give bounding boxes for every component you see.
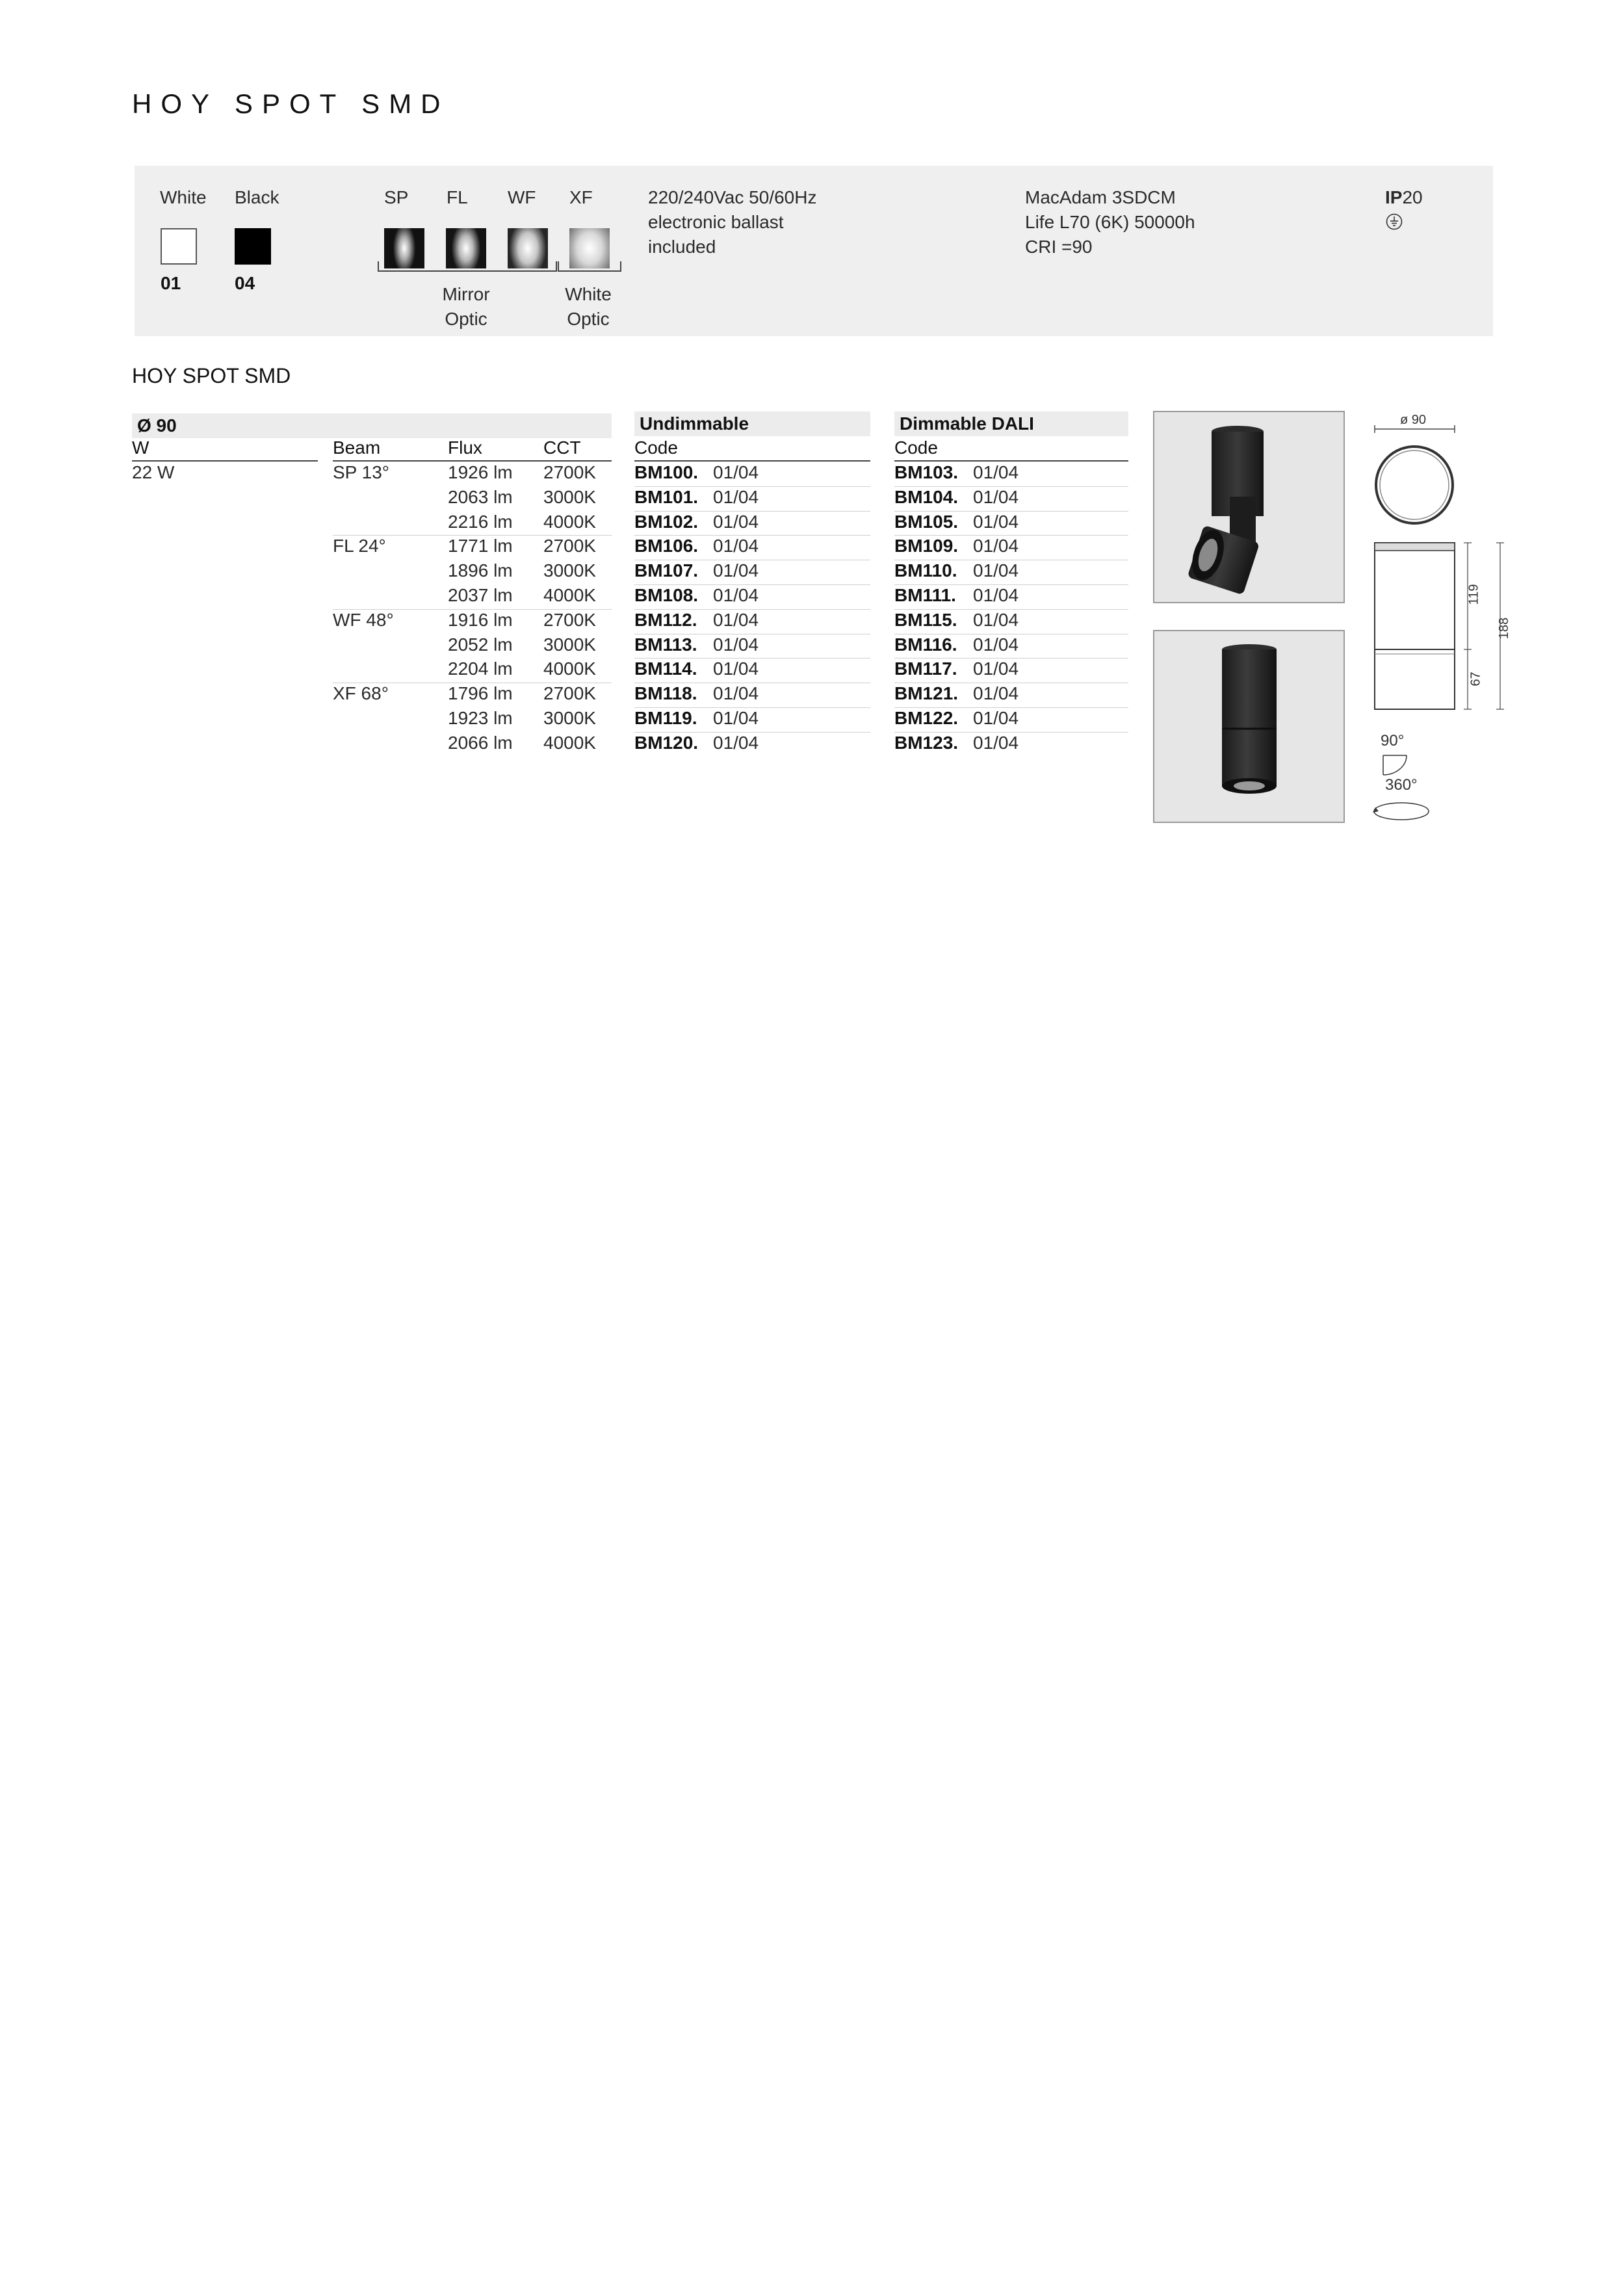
white-optic-label: White Optic [565,284,612,329]
dim-67-label: 67 [1468,672,1483,686]
dali-code-cell: BM105. [894,511,959,532]
dali-code-cell: BM111. [894,585,956,605]
spec-watt: 22 W [132,462,175,482]
dali-header [894,411,1128,436]
undimmable-suffix-cell: 01/04 [713,462,759,482]
spec-flux-cell: 1926 lm [448,462,513,482]
spec-header-rule [132,460,318,462]
dali-code-cell: BM104. [894,486,959,507]
undimmable-suffix-cell: 01/04 [713,585,759,605]
dali-header-rule [894,460,1128,462]
white-optic-bracket [558,261,621,272]
spec-header-flux: Flux [448,437,482,458]
spec-flux-cell: 1896 lm [448,560,513,581]
undimmable-code-cell: BM113. [634,634,697,655]
optic-label-wf: WF [508,187,536,207]
spec-header-beam: Beam [333,437,381,458]
dali-suffix-cell: 01/04 [973,708,1019,728]
undimmable-code-cell: BM119. [634,708,697,728]
dali-suffix-cell: 01/04 [973,585,1019,605]
dali-code-cell: BM116. [894,634,957,655]
spec-flux-cell: 2204 lm [448,659,513,679]
optic-label-sp: SP [384,187,409,207]
spec-cct-cell: 3000K [543,560,596,581]
spec-cct-cell: 3000K [543,634,596,655]
dali-code-cell: BM121. [894,683,959,704]
undimmable-header [634,411,870,436]
undimmable-code-cell: BM101. [634,486,699,507]
undimmable-suffix-cell: 01/04 [713,659,759,679]
dali-code-cell: BM117. [894,659,957,679]
undimmable-code-header: Code [634,437,678,458]
dim-188-label: 188 [1497,617,1512,640]
mirror-optic-bracket [378,261,557,272]
product-photo-straight [1153,630,1345,823]
electrical-info: 220/240Vac 50/60Hz electronic ballast included [648,187,817,257]
dali-suffix-cell: 01/04 [973,683,1019,704]
spec-flux-cell: 2066 lm [448,732,513,753]
undimmable-code-cell: BM102. [634,511,699,532]
spec-beam-cell: WF 48° [333,609,394,630]
color-code-black: 04 [235,273,255,293]
spec-cct-cell: 2700K [543,536,596,556]
spec-header-w: W [132,437,149,458]
dali-title: Dimmable DALI [900,413,1034,434]
undimmable-code-cell: BM106. [634,536,699,556]
product-photo-tilted [1153,411,1345,603]
spec-cct-cell: 2700K [543,683,596,704]
dali-suffix-cell: 01/04 [973,732,1019,753]
spec-header-cct: CCT [543,437,581,458]
undimmable-title: Undimmable [640,413,749,434]
white-swatch [161,228,197,265]
performance-info: MacAdam 3SDCM Life L70 (6K) 50000h CRI =90 [1025,187,1195,257]
spec-beam-cell: XF 68° [333,683,389,704]
spec-group-label: Ø 90 [137,415,177,436]
color-code-white: 01 [161,273,181,293]
spec-cct-cell: 3000K [543,486,596,507]
undimmable-code-cell: BM118. [634,683,697,704]
optic-label-xf: XF [569,187,593,207]
info-band [135,166,1493,336]
undimmable-suffix-cell: 01/04 [713,708,759,728]
optic-label-fl: FL [447,187,468,207]
undimmable-header-rule [634,460,870,462]
tilt-angle-icon [1379,753,1412,779]
undimmable-suffix-cell: 01/04 [713,683,759,704]
dali-code-cell: BM109. [894,536,959,556]
spec-cct-cell: 4000K [543,659,596,679]
undimmable-suffix-cell: 01/04 [713,560,759,581]
rotation-arrow-icon [1370,798,1435,824]
dali-code-cell: BM122. [894,708,959,728]
dali-suffix-cell: 01/04 [973,634,1019,655]
dali-suffix-cell: 01/04 [973,511,1019,532]
undimmable-suffix-cell: 01/04 [713,732,759,753]
undimmable-code-cell: BM120. [634,732,699,753]
spec-cct-cell: 4000K [543,511,596,532]
spec-beam-cell: SP 13° [333,462,389,482]
spec-flux-cell: 1771 lm [448,536,513,556]
earth-symbol-icon [1386,213,1403,230]
undimmable-code-cell: BM108. [634,585,699,605]
dali-code-cell: BM103. [894,462,959,482]
spec-flux-cell: 1796 lm [448,683,513,704]
spec-cct-cell: 3000K [543,708,596,728]
spec-cct-cell: 4000K [543,732,596,753]
undimmable-code-cell: BM100. [634,462,699,482]
diameter-label: ø 90 [1400,413,1427,427]
spec-flux-cell: 1923 lm [448,708,513,728]
color-label-black: Black [235,187,279,207]
dali-suffix-cell: 01/04 [973,659,1019,679]
undimmable-suffix-cell: 01/04 [713,609,759,630]
undimmable-suffix-cell: 01/04 [713,536,759,556]
undimmable-suffix-cell: 01/04 [713,511,759,532]
undimmable-code-cell: BM114. [634,659,697,679]
dali-suffix-cell: 01/04 [973,486,1019,507]
tilt-label: 90° [1381,732,1405,750]
undimmable-code-cell: BM112. [634,609,697,630]
spec-flux-cell: 2216 lm [448,511,513,532]
dali-code-cell: BM123. [894,732,959,753]
dali-suffix-cell: 01/04 [973,609,1019,630]
undimmable-suffix-cell: 01/04 [713,634,759,655]
dim-119-label: 119 [1466,584,1481,605]
black-swatch [235,228,271,265]
section-title: HOY SPOT SMD [132,364,291,387]
dali-suffix-cell: 01/04 [973,560,1019,581]
spec-cct-cell: 4000K [543,585,596,605]
color-label-white: White [160,187,207,207]
mirror-optic-label: Mirror Optic [442,284,490,329]
ip-rating: IP20 [1385,187,1423,207]
undimmable-suffix-cell: 01/04 [713,486,759,507]
rotation-label: 360° [1385,776,1418,794]
spec-cct-cell: 2700K [543,462,596,482]
spec-table-group-header [132,413,612,438]
spec-header-rule [333,460,612,462]
spec-flux-cell: 2037 lm [448,585,513,605]
dali-code-cell: BM110. [894,560,957,581]
dali-code-cell: BM115. [894,609,957,630]
undimmable-code-cell: BM107. [634,560,699,581]
dali-suffix-cell: 01/04 [973,536,1019,556]
page-title: HOY SPOT SMD [132,88,450,119]
spec-beam-cell: FL 24° [333,536,386,556]
spec-cct-cell: 2700K [543,609,596,630]
dali-code-header: Code [894,437,938,458]
dali-suffix-cell: 01/04 [973,462,1019,482]
spec-flux-cell: 1916 lm [448,609,513,630]
spec-flux-cell: 2052 lm [448,634,513,655]
spec-flux-cell: 2063 lm [448,486,513,507]
